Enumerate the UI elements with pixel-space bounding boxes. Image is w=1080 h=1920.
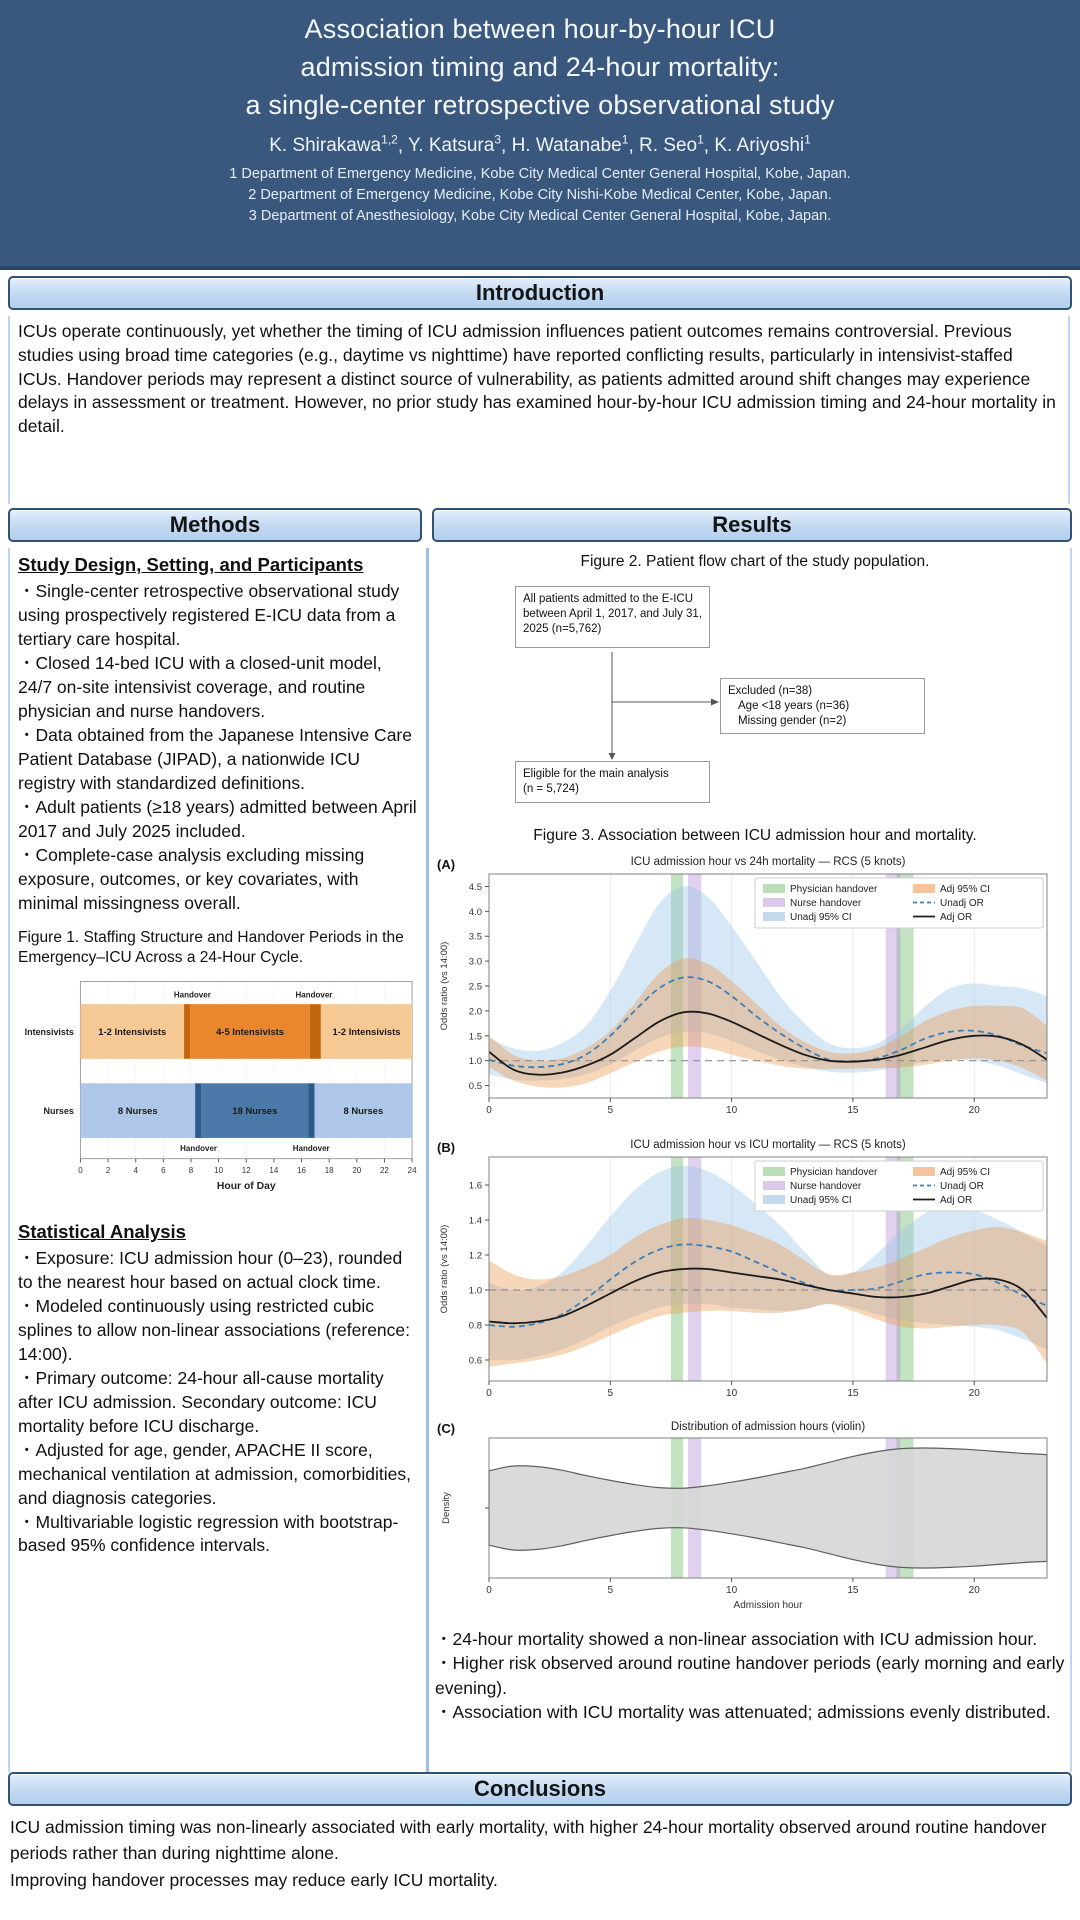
svg-text:Nurse handover: Nurse handover bbox=[790, 898, 862, 910]
bullet-item: ・Data obtained from the Japanese Intensive Care Patient Database (JIPAD), a nationwide ICU registry with standardized definitions. bbox=[18, 724, 412, 793]
svg-text:1.0: 1.0 bbox=[468, 1056, 482, 1068]
results-bullets bbox=[435, 1627, 1075, 1724]
author: H. Watanabe$^1$ bbox=[511, 133, 629, 157]
svg-text:1-2 Intensivists: 1-2 Intensivists bbox=[332, 1025, 401, 1037]
svg-text:ICU admission hour vs ICU mort: ICU admission hour vs ICU mortality — RCS (5 knots) bbox=[630, 1139, 906, 1152]
svg-text:2.5: 2.5 bbox=[468, 981, 482, 993]
svg-text:1-2 Intensivists: 1-2 Intensivists bbox=[98, 1025, 167, 1037]
author-line: K. Shirakawa$^{1,2}$, Y. Katsura$^3$, H. Watanabe$^1$, R. Seo$^1$, K. Ariyoshi$^1$ bbox=[269, 133, 811, 157]
svg-text:15: 15 bbox=[847, 1388, 859, 1400]
figure2-flowchart bbox=[435, 576, 1075, 826]
svg-text:4: 4 bbox=[133, 1165, 138, 1175]
svg-text:18 Nurses: 18 Nurses bbox=[232, 1104, 278, 1116]
bullet-item: ・Association with ICU mortality was attenuated; admissions evenly distributed. bbox=[435, 1701, 1051, 1722]
svg-text:20: 20 bbox=[968, 1105, 980, 1117]
introduction-text: ICUs operate continuously, yet whether the timing of ICU admission influences patient outcomes remains controversial. Previous studies using broad time categories (e.g., daytime vs nighttime) have reported conflicting results, particularly in intensivist-staffed ICUs. Handover periods may represent a distinct source of vulnerability, as patients admitted around shift changes may experience delays in assessment or treatment. However, no prior study has examined hour-by-hour ICU admission timing and 24-hour mortality in detail. bbox=[8, 316, 1070, 504]
figure1-staffing-plot bbox=[18, 974, 418, 1202]
svg-text:15: 15 bbox=[847, 1105, 859, 1117]
bullet-item: ・Exposure: ICU admission hour (0–23), rounded to the nearest hour based on actual clock time. bbox=[18, 1247, 403, 1292]
author: R. Seo$^1$ bbox=[639, 133, 704, 157]
flowchart-box-line: Excluded (n=38) bbox=[728, 685, 813, 698]
section-header-introduction bbox=[8, 276, 1072, 310]
text-line: 3 Department of Anesthesiology, Kobe City Medical Center General Hospital, Kobe, Japan. bbox=[248, 208, 832, 225]
svg-text:Adj OR: Adj OR bbox=[940, 912, 973, 924]
svg-text:20: 20 bbox=[352, 1165, 362, 1175]
svg-text:14: 14 bbox=[269, 1165, 279, 1175]
section-header-conclusions bbox=[8, 1772, 1072, 1806]
figure3a-plot bbox=[435, 852, 1057, 1124]
methods-column bbox=[10, 548, 429, 1772]
svg-text:0.6: 0.6 bbox=[468, 1355, 482, 1367]
figure3-panel-a bbox=[435, 852, 1075, 1129]
text-line: 2 Department of Emergency Medicine, Kobe City Nishi-Kobe Medical Center, Kobe, Japan. bbox=[248, 187, 832, 204]
svg-text:Adj OR: Adj OR bbox=[940, 1195, 973, 1207]
svg-text:Intensivists: Intensivists bbox=[24, 1026, 74, 1037]
figure2-caption: Figure 2. Patient flow chart of the study population. bbox=[580, 553, 930, 570]
svg-text:0.5: 0.5 bbox=[468, 1081, 482, 1093]
svg-text:10: 10 bbox=[726, 1585, 738, 1597]
text-line: 1 Department of Emergency Medicine, Kobe City Medical Center General Hospital, Kobe, Japan. bbox=[229, 166, 851, 183]
svg-text:Handover: Handover bbox=[292, 1143, 330, 1153]
svg-text:Adj 95% CI: Adj 95% CI bbox=[940, 1167, 991, 1179]
svg-text:ICU admission hour vs 24h mort: ICU admission hour vs 24h mortality — RCS (5 knots) bbox=[630, 856, 906, 869]
bullet-item: ・Closed 14-bed ICU with a closed-unit model, 24/7 on-site intensivist coverage, and routine physician and nurse handovers. bbox=[18, 652, 382, 721]
svg-text:18: 18 bbox=[324, 1165, 334, 1175]
svg-text:20: 20 bbox=[968, 1585, 980, 1597]
svg-text:Nurse handover: Nurse handover bbox=[790, 1181, 862, 1193]
conclusions-text bbox=[10, 1814, 1070, 1893]
figure3b-plot bbox=[435, 1135, 1057, 1407]
svg-text:Odds ratio (vs 14:00): Odds ratio (vs 14:00) bbox=[439, 941, 450, 1031]
svg-text:Hour of Day: Hour of Day bbox=[216, 1180, 276, 1192]
affiliations bbox=[0, 164, 1080, 227]
flowchart-box-all-patients bbox=[515, 586, 710, 648]
methods-analysis-bullets bbox=[18, 1247, 418, 1559]
methods-design-bullets bbox=[18, 580, 418, 916]
svg-text:Unadj OR: Unadj OR bbox=[940, 1181, 984, 1193]
bullet-item: ・Adult patients (≥18 years) admitted between April 2017 and July 2025 included. bbox=[18, 796, 417, 841]
svg-text:Unadj OR: Unadj OR bbox=[940, 898, 984, 910]
figure3-panel-c bbox=[435, 1418, 1075, 1619]
flowchart-box-line: Eligible for the main analysis bbox=[523, 768, 669, 781]
svg-text:0: 0 bbox=[486, 1585, 492, 1597]
section-heading-text: Introduction bbox=[475, 280, 605, 305]
flowchart-box-excluded bbox=[720, 678, 925, 734]
bullet-item: ・24-hour mortality showed a non-linear association with ICU admission hour. bbox=[435, 1629, 1038, 1650]
svg-text:4.0: 4.0 bbox=[468, 907, 482, 919]
svg-text:Distribution of admission hour: Distribution of admission hours (violin) bbox=[670, 1421, 866, 1434]
svg-text:Admission hour: Admission hour bbox=[733, 1600, 803, 1612]
svg-text:0: 0 bbox=[486, 1105, 492, 1117]
svg-text:Physician handover: Physician handover bbox=[790, 884, 878, 896]
figure1-caption: Figure 1. Staffing Structure and Handover Periods in the Emergency–ICU Across a 24-Hour Cycle. bbox=[18, 928, 404, 966]
svg-text:Handover: Handover bbox=[173, 990, 211, 1000]
svg-text:22: 22 bbox=[379, 1165, 389, 1175]
text-line: Improving handover processes may reduce early ICU mortality. bbox=[10, 1869, 498, 1890]
flowchart-box-line: Age <18 years (n=36) bbox=[738, 699, 850, 712]
svg-text:Nurses: Nurses bbox=[43, 1105, 74, 1116]
svg-text:4-5 Intensivists: 4-5 Intensivists bbox=[216, 1025, 285, 1037]
svg-text:Physician handover: Physician handover bbox=[790, 1167, 878, 1179]
svg-text:Unadj 95% CI: Unadj 95% CI bbox=[790, 1195, 852, 1207]
svg-text:15: 15 bbox=[847, 1585, 859, 1597]
bullet-item: ・Adjusted for age, gender, APACHE II score, mechanical ventilation at admission, comorbidities, and diagnosis categories. bbox=[18, 1439, 411, 1508]
svg-text:Unadj 95% CI: Unadj 95% CI bbox=[790, 912, 852, 924]
svg-text:0.8: 0.8 bbox=[468, 1320, 482, 1332]
author: K. Ariyoshi$^1$ bbox=[714, 133, 811, 157]
svg-text:4.5: 4.5 bbox=[468, 882, 482, 894]
section-header-results bbox=[432, 508, 1072, 542]
author: K. Shirakawa$^{1,2}$ bbox=[269, 133, 398, 157]
svg-text:1.5: 1.5 bbox=[468, 1031, 482, 1043]
title-line: Association between hour-by-hour ICU bbox=[304, 14, 776, 44]
figure3c-plot bbox=[435, 1418, 1057, 1614]
svg-text:Odds ratio (vs 14:00): Odds ratio (vs 14:00) bbox=[439, 1224, 450, 1314]
svg-text:8 Nurses: 8 Nurses bbox=[343, 1104, 384, 1116]
methods-analysis-title: Statistical Analysis bbox=[18, 1220, 186, 1242]
svg-text:5: 5 bbox=[607, 1585, 614, 1597]
figure1-chart bbox=[18, 974, 418, 1207]
svg-text:10: 10 bbox=[726, 1105, 738, 1117]
flowchart-box-line: (n = 5,724) bbox=[523, 782, 579, 795]
methods-design-title: Study Design, Setting, and Participants bbox=[18, 554, 364, 575]
svg-text:Density: Density bbox=[441, 1492, 452, 1525]
bullet-item: ・Higher risk observed around routine handover periods (early morning and early evening). bbox=[435, 1653, 1065, 1698]
svg-text:3.5: 3.5 bbox=[468, 932, 482, 944]
text-line: ICU admission timing was non-linearly associated with early mortality, with higher 24-hour mortality observed around routine handover periods rather than during nighttime alone. bbox=[10, 1817, 1047, 1864]
svg-text:0: 0 bbox=[78, 1165, 83, 1175]
svg-text:(C): (C) bbox=[437, 1421, 456, 1437]
bullet-item: ・Primary outcome: 24-hour all-cause mortality after ICU admission. Secondary outcome: ICU mortality before ICU discharge. bbox=[18, 1367, 384, 1436]
flowchart-box-line: All patients admitted to the E-ICU between April 1, 2017, and July 31, 2025 (n=5,762) bbox=[523, 593, 703, 635]
svg-text:1.0: 1.0 bbox=[468, 1285, 482, 1297]
svg-text:Handover: Handover bbox=[180, 1143, 218, 1153]
section-heading-text: Methods bbox=[169, 512, 261, 537]
flowchart-box-line: Missing gender (n=2) bbox=[738, 714, 847, 727]
svg-text:1.2: 1.2 bbox=[468, 1250, 482, 1262]
bullet-item: ・Multivariable logistic regression with bootstrap-based 95% confidence intervals. bbox=[18, 1511, 399, 1556]
svg-text:Handover: Handover bbox=[295, 990, 333, 1000]
title-line: admission timing and 24-hour mortality: bbox=[300, 52, 780, 82]
svg-text:5: 5 bbox=[607, 1388, 614, 1400]
poster-header bbox=[0, 0, 1080, 270]
svg-text:1.6: 1.6 bbox=[468, 1180, 482, 1192]
svg-text:8 Nurses: 8 Nurses bbox=[117, 1104, 158, 1116]
section-heading-text: Results bbox=[712, 512, 792, 537]
bullet-item: ・Modeled continuously using restricted cubic splines to allow non-linear associations (reference: 14:00). bbox=[18, 1295, 411, 1364]
svg-text:10: 10 bbox=[214, 1165, 224, 1175]
figure3-panel-b bbox=[435, 1135, 1075, 1412]
svg-text:2.0: 2.0 bbox=[468, 1006, 482, 1018]
svg-text:16: 16 bbox=[297, 1165, 306, 1175]
svg-text:1.4: 1.4 bbox=[468, 1215, 482, 1227]
svg-text:12: 12 bbox=[241, 1165, 251, 1175]
poster-title bbox=[0, 10, 1080, 124]
svg-text:10: 10 bbox=[726, 1388, 738, 1400]
section-heading-text: Conclusions bbox=[473, 1776, 606, 1801]
svg-text:24: 24 bbox=[407, 1165, 417, 1175]
svg-text:6: 6 bbox=[161, 1165, 166, 1175]
svg-text:Adj 95% CI: Adj 95% CI bbox=[940, 884, 991, 896]
bullet-item: ・Complete-case analysis excluding missing exposure, outcomes, or key covariates, with minimal missingness overall. bbox=[18, 844, 365, 913]
results-column bbox=[429, 548, 1079, 1772]
svg-text:2: 2 bbox=[105, 1165, 111, 1175]
svg-text:8: 8 bbox=[188, 1165, 194, 1175]
svg-text:(B): (B) bbox=[437, 1140, 456, 1156]
svg-text:0: 0 bbox=[486, 1388, 492, 1400]
title-line: a single-center retrospective observational study bbox=[245, 90, 835, 120]
bullet-item: ・Single-center retrospective observational study using prospectively registered E-ICU data from a tertiary care hospital. bbox=[18, 581, 400, 649]
svg-text:(A): (A) bbox=[437, 857, 456, 873]
section-header-methods bbox=[8, 508, 422, 542]
figure3-caption: Figure 3. Association between ICU admission hour and mortality. bbox=[533, 827, 977, 845]
svg-text:20: 20 bbox=[968, 1388, 980, 1400]
svg-text:5: 5 bbox=[607, 1105, 614, 1117]
content-columns bbox=[8, 548, 1072, 1772]
author: Y. Katsura$^3$ bbox=[408, 133, 501, 157]
svg-text:3.0: 3.0 bbox=[468, 956, 482, 968]
flowchart-box-eligible bbox=[515, 761, 710, 802]
